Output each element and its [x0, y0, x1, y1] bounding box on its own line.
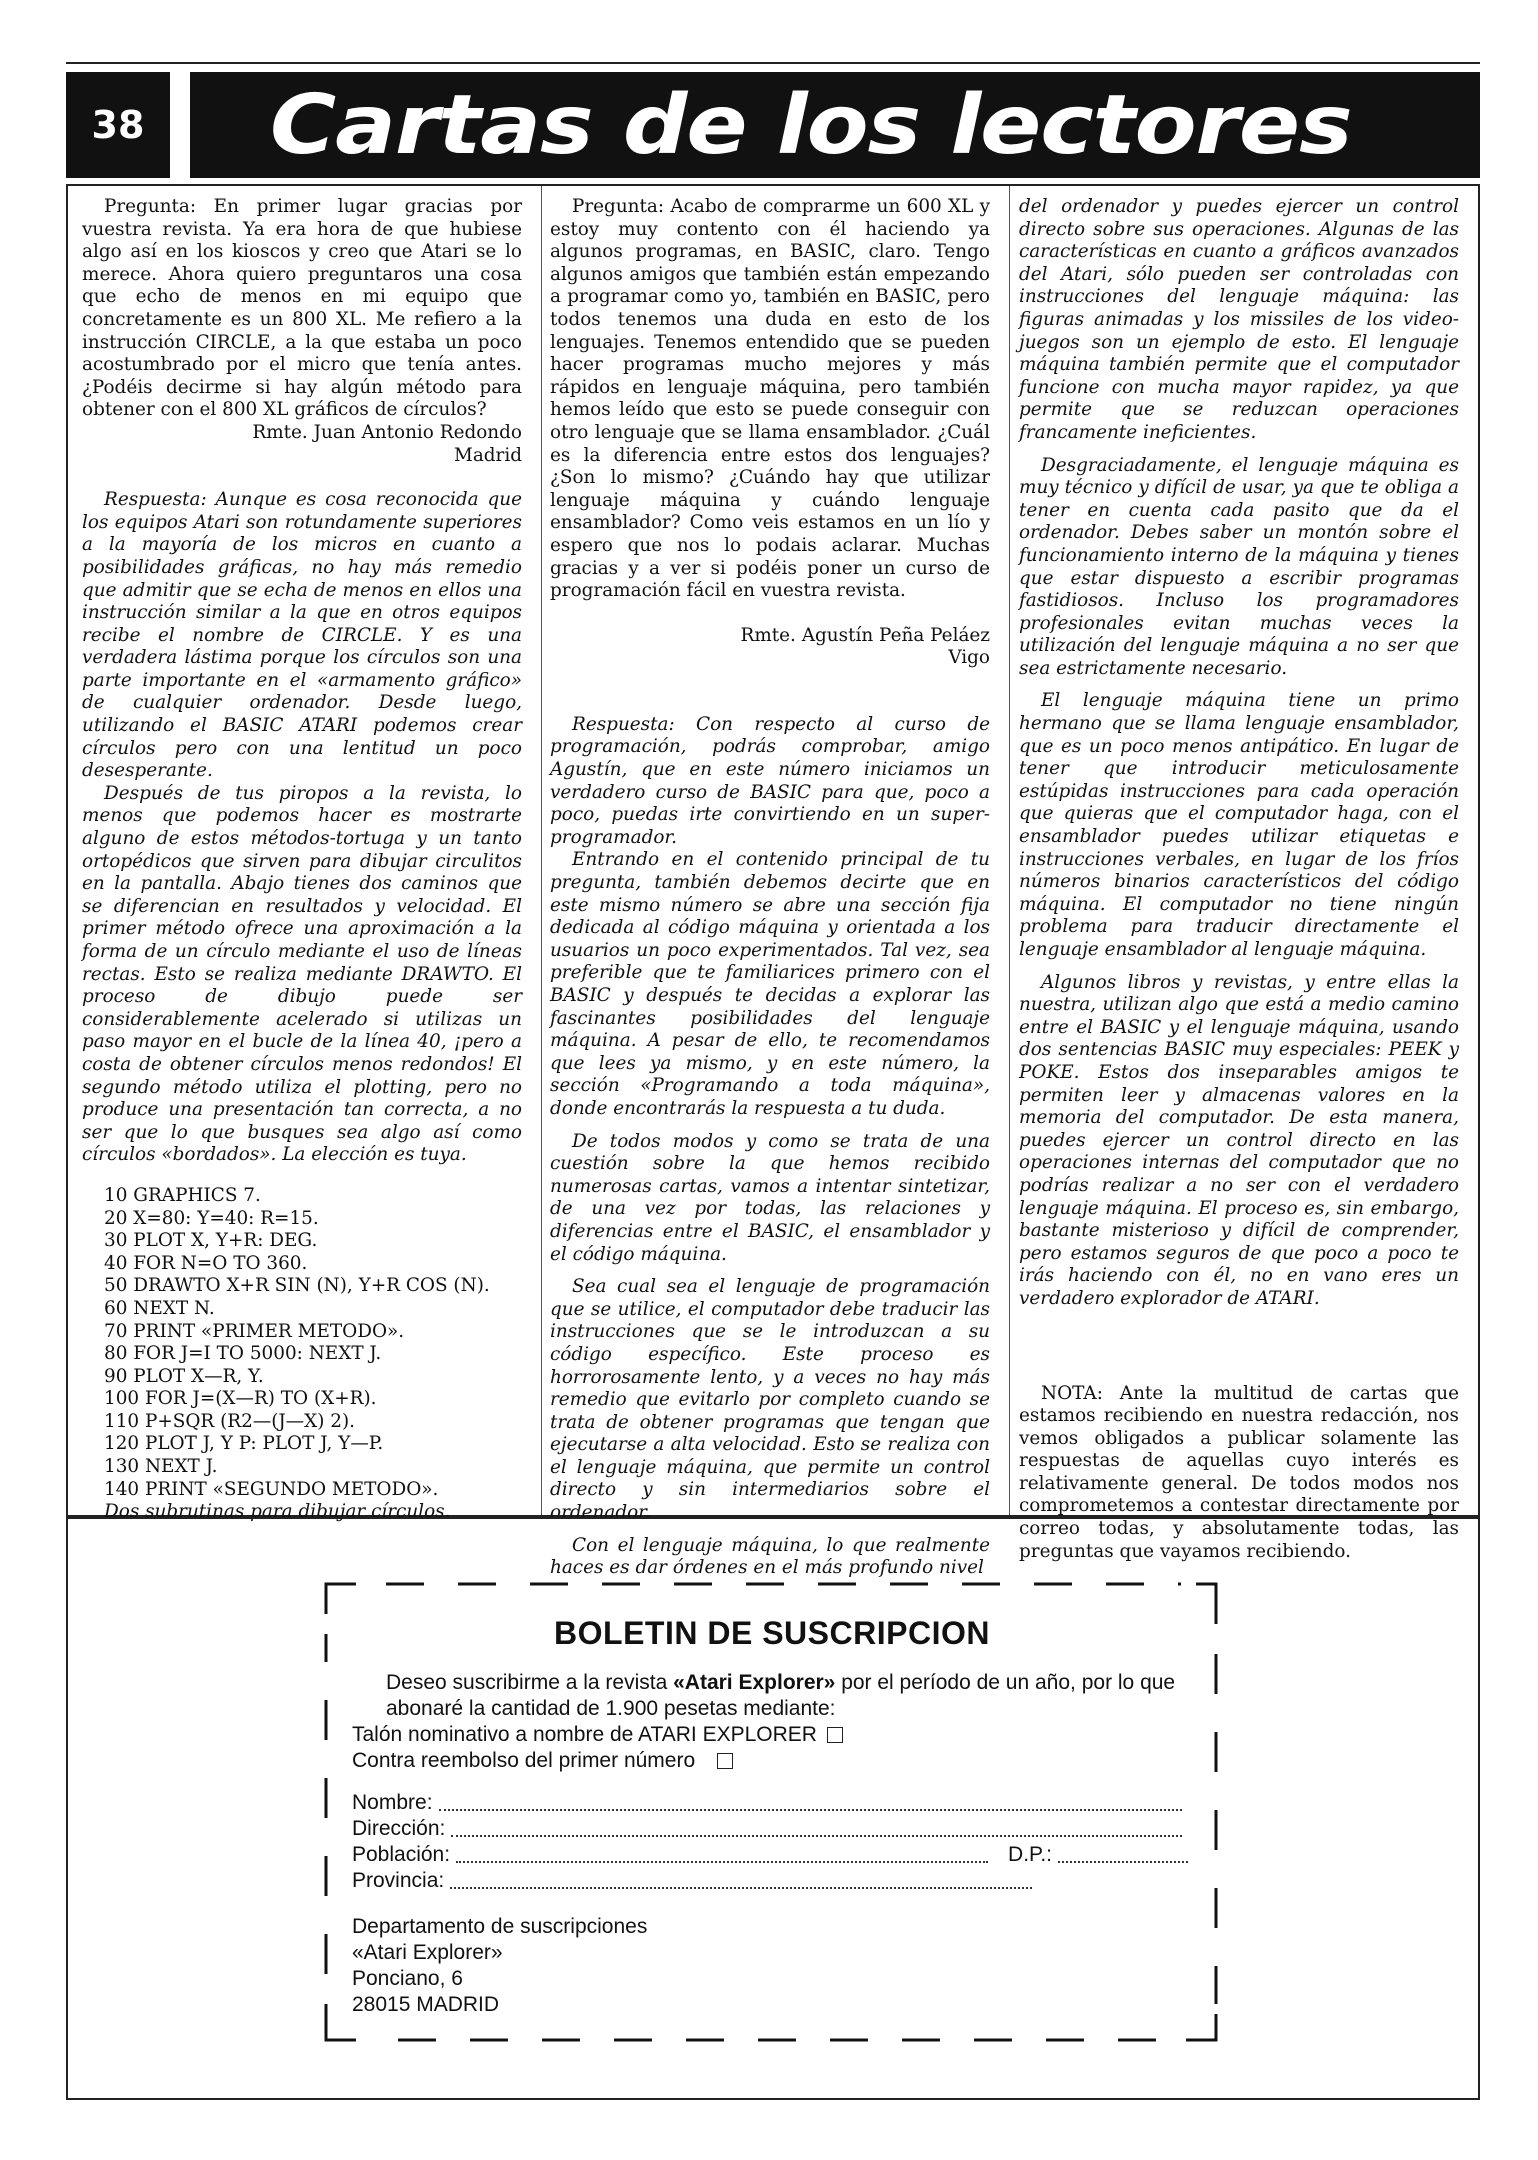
address-line: 28015 MADRID — [352, 1993, 500, 2016]
letter2-answer-p5: Con el lenguaje máquina, lo que realmente haces es dar órdenes en el más profundo nivel — [550, 1534, 990, 1579]
letter1-answer-p2: Después de tus piropos a la revista, lo menos que podemos hacer es mostrarte alguno de estos métodos-tortuga y un tanto ortopédicos que sirven para dibujar circulitos en la pantalla. Abajo tienes dos caminos que se diferencian en resultados y velocidad. El primer método ofrece una aproximación a la forma de un círculo mediante el uso de líneas rectas. Esto se realiza mediante DRAWTO. El proceso de dibujo puede ser considerablemente acelerado si utilizas un paso mayor en el bucle de la línea 40, ¡pero a costa de obtener círculos menos redondos! El segundo método utiliza el plotting, pero no produce una presentación tan correcta, a no ser que lo que busques sea algo así como círculos «bordados». La elección es tuya. — [82, 782, 522, 1166]
letter1-city: Madrid — [453, 444, 522, 466]
column-1 — [82, 196, 522, 1524]
letter1-question: Pregunta: En primer lugar gracias por vuestra revista. Ya era hora de que hubiese algo así en los kioscos y creo que Atari se lo merece. Ahora quiero preguntaros una cosa que echo de menos en mi equipo que concretamente es un 800 XL. Me refiero a la instrucción CIRCLE, a la que estaba un poco acostumbrado por el micro que tenía antes. ¿Podéis decirme si hay algún método para obtener con el 800 XL gráficos de círculos? — [82, 196, 522, 421]
column-divider — [1009, 186, 1010, 1515]
letter2-answer-p9: Algunos libros y revistas, y entre ellas la nuestra, utilizan algo que está a medio camino entre el BASIC y el lenguaje máquina, usando dos sentencias BASIC muy especiales: PEEK y POKE. Estos dos inseparables amigos te permiten leer y almacenas valores en la memoria del computador. De esta manera, puedes ejercer un control directo en las operaciones internas del computador que no podrías realizar a no ser con el verdadero lenguaje máquina. El proceso es, sin embargo, bastante misterioso y difícil de comprender, pero estamos seguros de que poco a poco te irás haciendo con él, no en vano eres un verdadero explorador de ATARI. — [1019, 971, 1459, 1309]
editorial-note: NOTA: Ante la multitud de cartas que estamos recibiendo en nuestra redacción, nos vemos obligados a publicar solamente las respuestas de aquellas cuyo interés es relativamente general. De todos modos nos comprometemos a contestar directamente por correo todas, y absolutamente todas, las preguntas que vayamos recibiendo. — [1019, 1382, 1459, 1562]
letter2-answer-p1: Respuesta: Con respecto al curso de programación, podrás comprobar, amigo Agustín, que en este número iniciamos un verdadero curso de BASIC para que, poco a poco, puedas irte convirtiendo en un super-programador. — [550, 713, 990, 848]
coupon-intro — [352, 1670, 1192, 1722]
field-label-dp: D.P.: — [1008, 1843, 1052, 1866]
option-label: Talón nominativo a nombre de ATARI EXPLORER — [352, 1723, 817, 1746]
address-form — [352, 1790, 1192, 1894]
code-line: 90 PLOT X—R, Y. — [104, 1365, 264, 1387]
address-line: Departamento de suscripciones — [352, 1915, 648, 1938]
field-nombre[interactable] — [352, 1790, 1192, 1816]
field-line-dp[interactable] — [1058, 1860, 1188, 1863]
page-number: 38 — [66, 72, 170, 178]
payment-option-1[interactable] — [352, 1722, 1192, 1748]
basic-code-listing — [82, 1185, 522, 1524]
letter2-sender: Rmte. Agustín Peña Peláez — [740, 624, 990, 646]
letter2-answer-p6: del ordenador y puedes ejercer un control directo sobre sus operaciones. Algunas de las características en cuanto a gráficos avanzados del Atari, sólo pueden ser controladas con instrucciones del lenguaje máquina: las figuras animadas y los missiles de los video-juegos son un ejemplo de esto. El lenguaje máquina también permite que el computador funcione con mucha mayor rapidez, ya que permite que se reduzcan operaciones francamente ineficientes. — [1019, 196, 1459, 443]
code-line: 110 P+SQR (R2—(J—X) 2). — [104, 1410, 355, 1432]
field-label: Dirección: — [352, 1817, 446, 1840]
column-3 — [1019, 196, 1459, 1563]
code-line: 30 PLOT X, Y+R: DEG. — [104, 1230, 318, 1252]
checkbox-reembolso[interactable] — [717, 1753, 733, 1769]
letter2-city: Vigo — [948, 647, 990, 669]
coupon-intro-text: Deseo suscribirme a la revista — [386, 1671, 674, 1694]
code-line: 130 NEXT J. — [104, 1456, 218, 1478]
field-provincia[interactable] — [352, 1868, 1192, 1894]
code-line: 40 FOR N=O TO 360. — [104, 1252, 308, 1274]
letter1-answer-p1: Respuesta: Aunque es cosa reconocida que los equipos Atari son rotundamente superiores a la mayoría de los micros en cuanto a posibilidades gráficas, no hay más remedio que admitir que se echa de menos en ellos una instrucción similar a la que en otros equipos recibe el nombre de CIRCLE. Y es una verdadera lástima porque los círculos son una parte importante en el «armamento gráfico» de cualquier ordenador. Desde luego, utilizando el BASIC ATARI podemos crear círculos pero con una lentitud un poco desesperante. — [82, 489, 522, 782]
coupon-title: BOLETIN DE SUSCRIPCION — [554, 1615, 990, 1651]
code-line: 10 GRAPHICS 7. — [104, 1184, 261, 1206]
code-line: 100 FOR J=(X—R) TO (X+R). — [104, 1388, 377, 1410]
postal-address — [352, 1914, 1192, 2018]
letter2-question: Pregunta: Acabo de comprarme un 600 XL y estoy muy contento con él haciendo ya algunos programas, en BASIC, claro. Tengo algunos amigos que también están empezando a programar como yo, también en BASIC, pero todos tenemos una duda en esto de los lenguajes. Tenemos entendido que se pueden hacer programas mucho mejores y más rápidos en lenguaje máquina, pero también hemos leído que esto se puede conseguir con otro lenguaje que se llama ensamblador. ¿Cuál es la diferencia entre estos dos lenguajes? ¿Son lo mismo? ¿Cuándo hay que utilizar lenguaje máquina y cuándo lenguaje ensamblador? Como veis estamos en un lío y espero que nos lo podais aclarar. Muchas gracias y a ver si podéis poner un curso de programación fácil en vuestra revista. — [550, 196, 990, 602]
code-line: 120 PLOT J, Y P: PLOT J, Y—P. — [104, 1433, 384, 1455]
page-header — [66, 72, 1480, 178]
magazine-name: «Atari Explorer» — [673, 1671, 836, 1694]
code-line: 80 FOR J=I TO 5000: NEXT J. — [104, 1343, 382, 1365]
column-2 — [550, 196, 990, 1580]
title-bar — [190, 72, 1480, 178]
letter2-answer-p4: Sea cual sea el lenguaje de programación que se utilice, el computador debe traducir las instrucciones que se le introduzcan a su código específico. Este proceso es horrorosamente lento, y a veces no hay más remedio que evitarlo por completo cuando se trata de obtener programas que tengan que ejecutarse a alta velocidad. Esto se realiza con el lenguaje máquina, que permite un control directo y sin intermediarios sobre el ordenador. — [550, 1276, 990, 1524]
field-label: Población: — [352, 1843, 451, 1866]
field-line[interactable] — [450, 1886, 1032, 1889]
letter2-answer-p7: Desgraciadamente, el lenguaje máquina es muy técnico y difícil de usar, ya que te obliga a tener en cuenta cada pasito que da el ordenador. Debes saber un montón sobre el funcionamiento interno de la máquina y tienes que estar dispuesto a escribir programas fastidiosos. Incluso los programadores profesionales evitan muchas veces la utilización del lenguaje máquina a no ser que sea estrictamente necesario. — [1019, 454, 1459, 679]
field-line[interactable] — [456, 1860, 988, 1863]
code-line: 70 PRINT «PRIMER METODO». — [104, 1320, 405, 1342]
coupon-content — [352, 1610, 1192, 2018]
field-label: Nombre: — [352, 1791, 433, 1814]
field-direccion[interactable] — [352, 1816, 1192, 1842]
column-divider — [541, 186, 542, 1515]
payment-option-2[interactable] — [352, 1748, 1192, 1774]
option-label: Contra reembolso del primer número — [352, 1749, 696, 1772]
field-line[interactable] — [451, 1834, 1182, 1837]
code-caption: Dos subrutinas para dibujar círculos. — [104, 1501, 451, 1523]
subscription-coupon — [316, 1574, 1224, 2048]
address-line: «Atari Explorer» — [352, 1941, 503, 1964]
address-line: Ponciano, 6 — [352, 1967, 463, 1990]
code-line: 60 NEXT N. — [104, 1297, 215, 1319]
coupon-intro-text: por el período de un año, por lo que abonaré la cantidad de 1.900 pesetas mediante: — [386, 1671, 1176, 1720]
page-title: Cartas de los lectores — [270, 77, 1352, 173]
letter1-sender: Rmte. Juan Antonio Redondo — [252, 421, 522, 443]
field-poblacion[interactable] — [352, 1842, 1192, 1868]
letter2-answer-p2: Entrando en el contenido principal de tu pregunta, también debemos decirte que en este mismo número se abre una sección fija dedicada al código máquina y orientada a los usuarios un poco experimentados. Tal vez, sea preferible que te familiarices primero con el BASIC y después te decidas a explorar las fascinantes posibilidades del lenguaje máquina. A pesar de ello, te recomendamos que lees ya mismo, y en este número, la sección «Programando a toda máquina», donde encontrarás la respuesta a tu duda. — [550, 849, 990, 1119]
top-rule — [66, 62, 1480, 64]
checkbox-talon[interactable] — [827, 1727, 843, 1743]
field-label: Provincia: — [352, 1869, 445, 1892]
field-line[interactable] — [439, 1808, 1182, 1811]
letter2-answer-p3: De todos modos y como se trata de una cuestión sobre la que hemos recibido numerosas cartas, vamos a intentar sintetizar, de una vez por todas, las relaciones y diferencias entre el BASIC, el ensamblador y el código máquina. — [550, 1130, 990, 1265]
code-line: 140 PRINT «SEGUNDO METODO». — [104, 1478, 439, 1500]
code-line: 50 DRAWTO X+R SIN (N), Y+R COS (N). — [104, 1275, 490, 1297]
letter2-answer-p8: El lenguaje máquina tiene un primo hermano que se llama lenguaje ensamblador, que es un poco menos antipático. En lugar de tener que introducir meticulosamente estúpidas instrucciones para cada operación que quieras que el computador haga, con el ensamblador puedes utilizar etiquetas e instrucciones verbales, en lugar de los fríos números binarios característicos del código máquina. El computador no tiene ningún problema para traducir directamente el lenguaje ensamblador al lenguaje máquina. — [1019, 690, 1459, 960]
code-line: 20 X=80: Y=40: R=15. — [104, 1207, 319, 1229]
